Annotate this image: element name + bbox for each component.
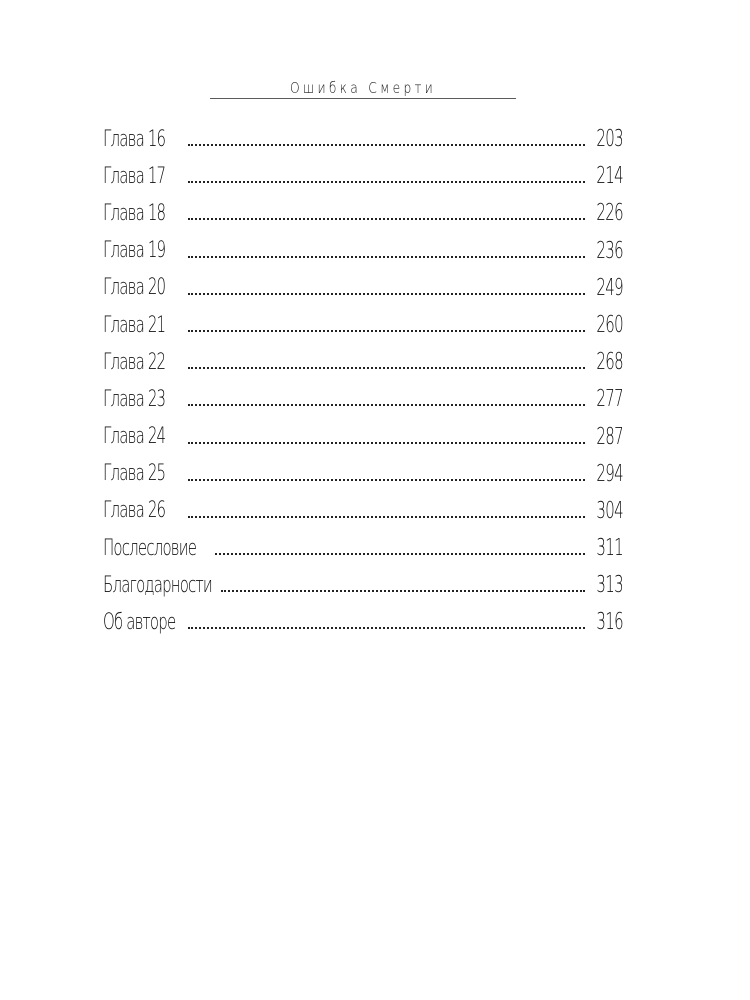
toc-dot-leader — [188, 179, 585, 183]
toc-page-number: 214 — [596, 163, 623, 190]
toc-page-number: 236 — [596, 237, 623, 264]
toc-dot-leader — [188, 477, 585, 481]
toc-entry-chapter-20 — [103, 270, 623, 307]
running-title: Ошибка Смерти — [289, 79, 437, 97]
toc-entry-chapter-16 — [103, 121, 623, 158]
header-rule — [210, 98, 516, 99]
toc-page-number: 287 — [596, 423, 623, 450]
toc-entry-chapter-24 — [103, 419, 623, 456]
toc-entry-label: Глава 21 — [103, 312, 166, 338]
toc-entry-label: Глава 20 — [103, 275, 166, 301]
table-of-contents — [103, 121, 623, 642]
toc-entry-chapter-18 — [103, 195, 623, 232]
toc-entry-label: Об авторе — [103, 610, 176, 636]
toc-entry-chapter-21 — [103, 307, 623, 344]
toc-dot-leader — [188, 328, 585, 332]
toc-entry-chapter-22 — [103, 344, 623, 381]
toc-entry-label: Глава 26 — [103, 498, 166, 524]
toc-dot-leader — [188, 254, 585, 258]
toc-page-number: 313 — [596, 572, 623, 599]
toc-entry-chapter-25 — [103, 456, 623, 493]
toc-page-number: 277 — [596, 386, 623, 413]
toc-entry-label: Глава 18 — [103, 200, 166, 226]
toc-page-number: 226 — [596, 200, 623, 227]
toc-entry-label: Глава 23 — [103, 386, 166, 412]
toc-dot-leader — [215, 551, 585, 555]
toc-entry-label: Благодарности — [103, 572, 212, 598]
toc-page-number: 294 — [596, 460, 623, 487]
toc-page-number: 268 — [596, 349, 623, 376]
toc-page-number: 203 — [596, 126, 623, 152]
toc-entry-label: Глава 19 — [103, 238, 166, 264]
toc-dot-leader — [188, 514, 585, 518]
toc-page-number: 316 — [596, 609, 623, 636]
toc-dot-leader — [188, 365, 585, 369]
toc-entry-about-author — [103, 604, 623, 641]
toc-entry-afterword — [103, 530, 623, 567]
toc-entry-label: Глава 16 — [103, 126, 166, 152]
toc-entry-chapter-23 — [103, 381, 623, 418]
toc-dot-leader — [188, 625, 585, 629]
toc-entry-label: Глава 17 — [103, 163, 166, 189]
toc-entry-label: Послесловие — [103, 535, 197, 561]
toc-entry-label: Глава 22 — [103, 349, 166, 375]
toc-entry-label: Глава 25 — [103, 461, 166, 487]
toc-page-number: 311 — [596, 535, 623, 562]
toc-page-number: 304 — [596, 497, 623, 524]
toc-dot-leader — [188, 291, 585, 295]
toc-entry-chapter-19 — [103, 233, 623, 270]
toc-dot-leader — [221, 588, 585, 592]
toc-dot-leader — [188, 142, 585, 146]
toc-entry-acknowledgements — [103, 567, 623, 604]
toc-dot-leader — [188, 216, 585, 220]
toc-page-number: 260 — [596, 311, 623, 338]
toc-entry-chapter-17 — [103, 158, 623, 195]
toc-entry-chapter-26 — [103, 493, 623, 530]
toc-page-number: 249 — [596, 274, 623, 301]
toc-dot-leader — [188, 440, 585, 444]
toc-dot-leader — [188, 402, 585, 406]
toc-entry-label: Глава 24 — [103, 424, 166, 450]
